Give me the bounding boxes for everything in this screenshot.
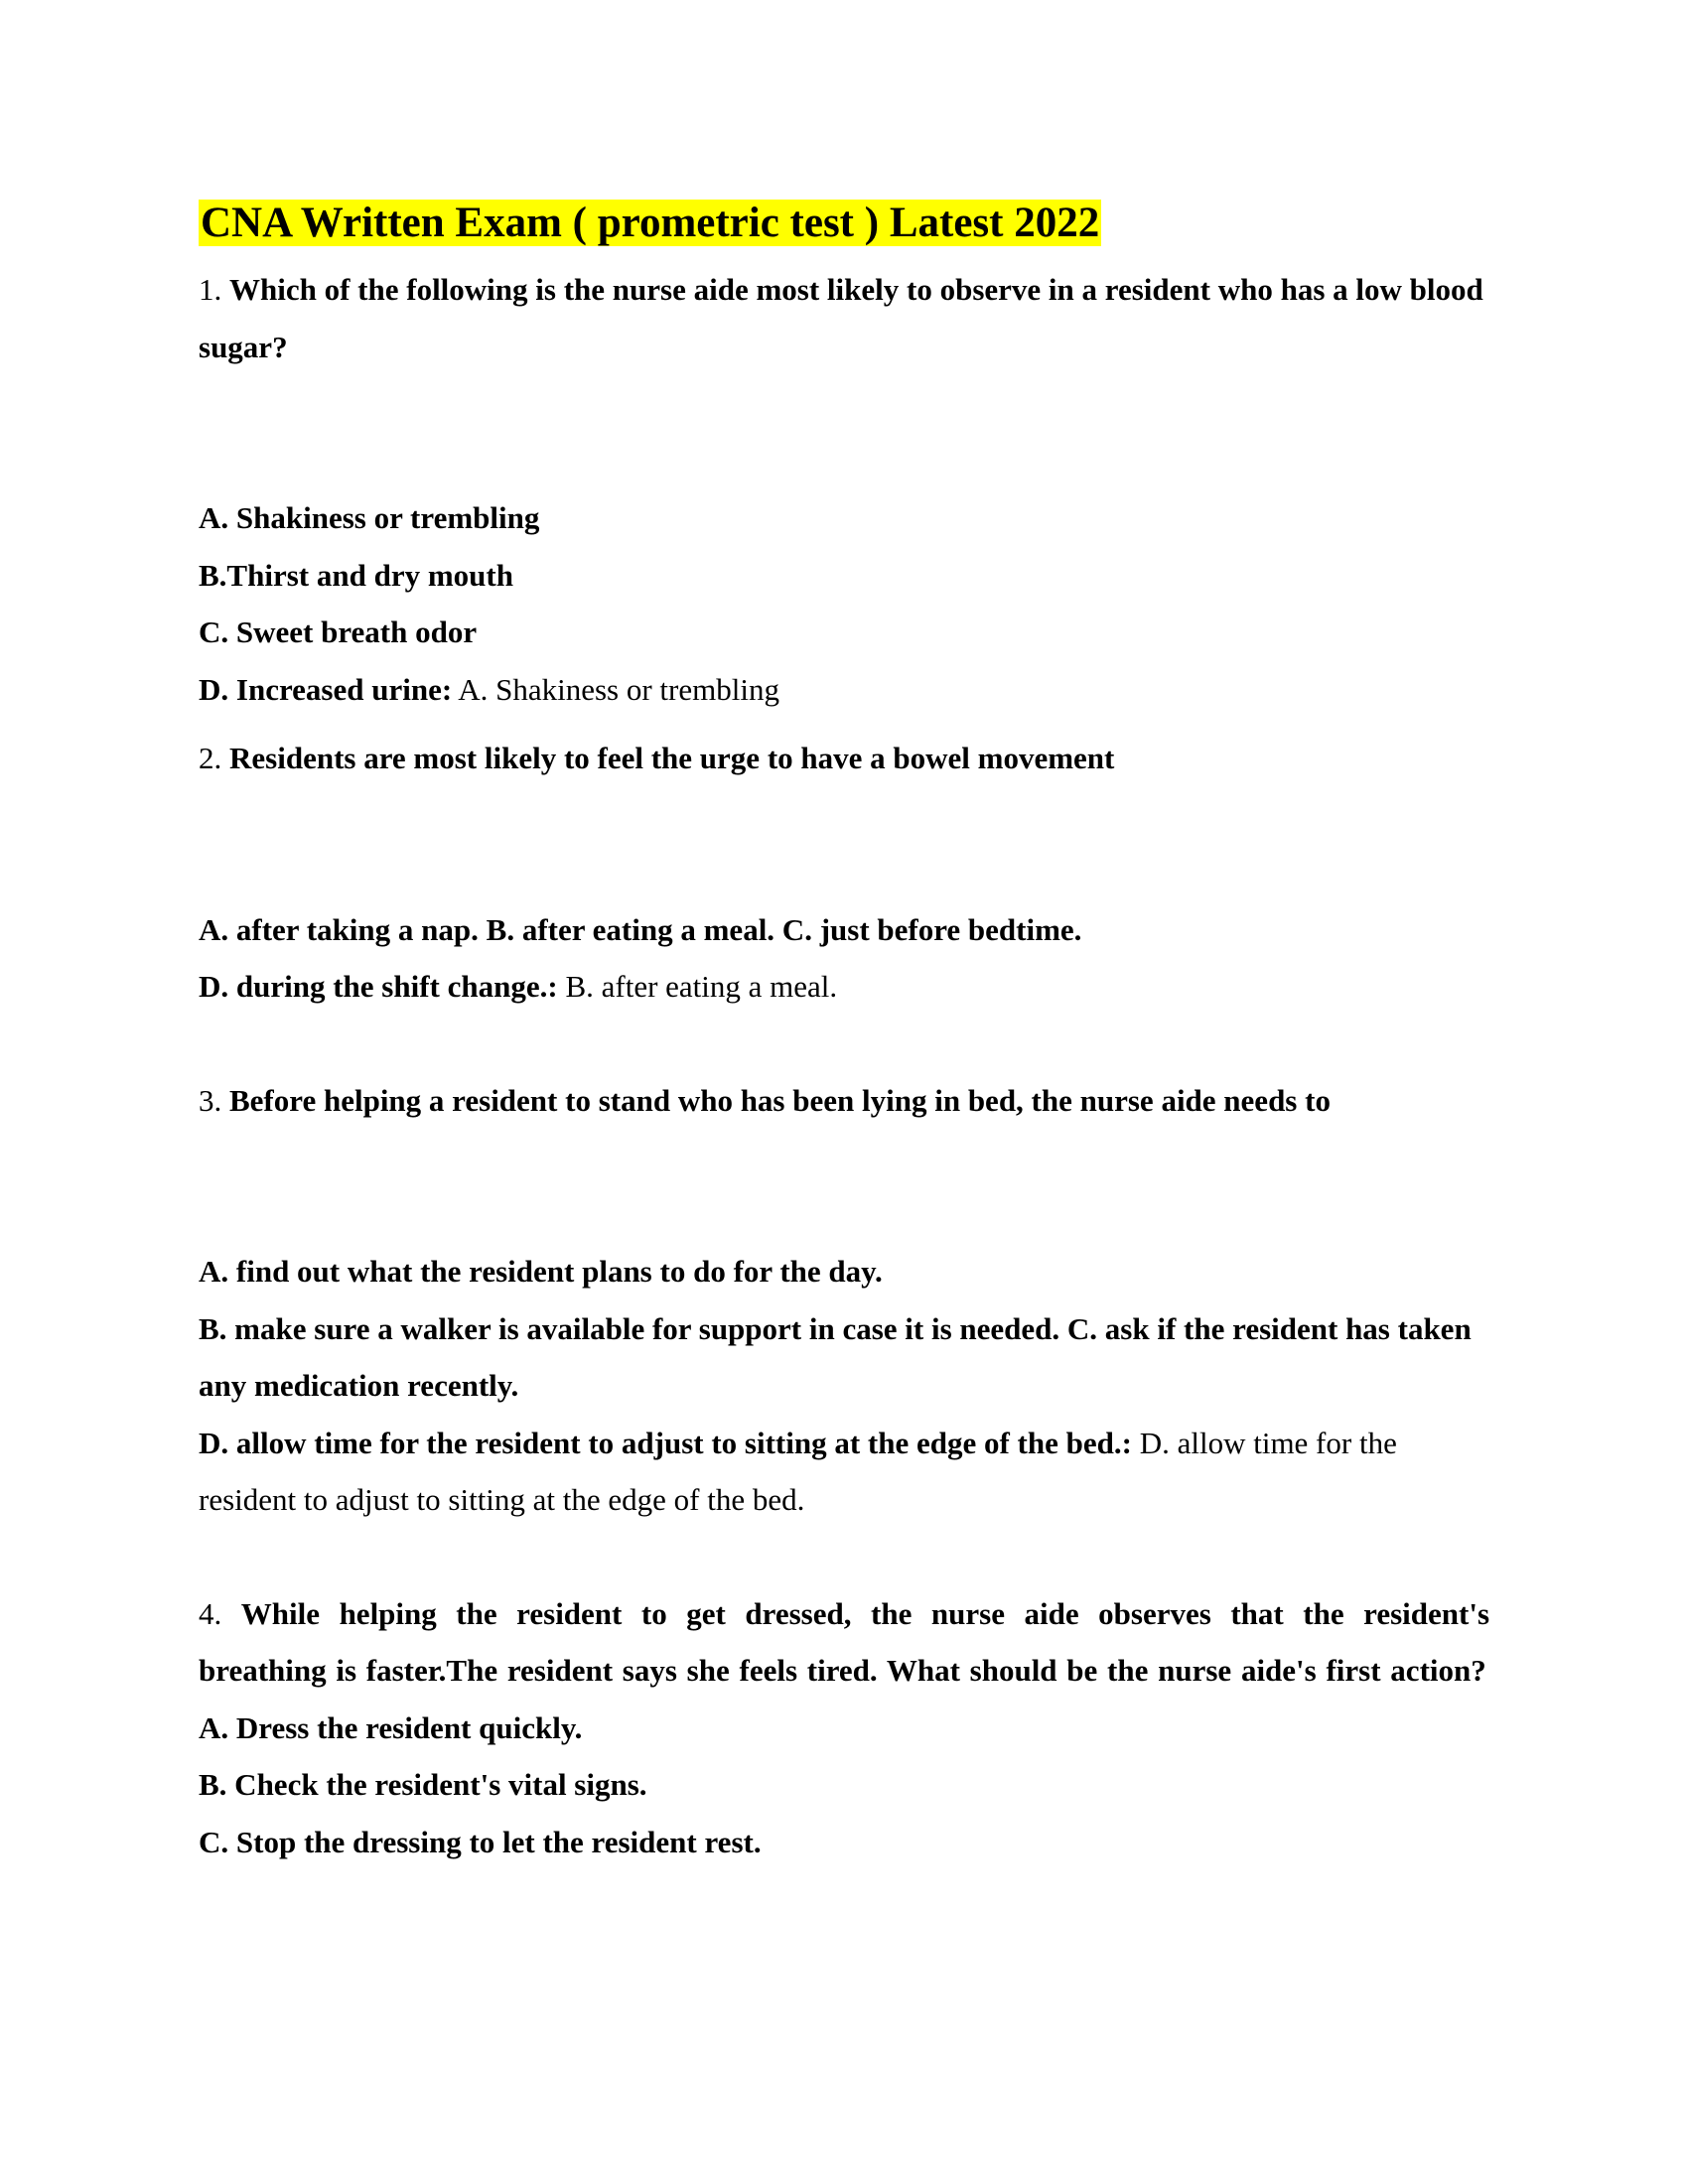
option-d-with-answer [199, 661, 1489, 719]
option-b: B.Thirst and dry mouth [199, 557, 513, 593]
options-a-b-c: A. after taking a nap. B. after eating a meal. C. just before bedtime. [199, 911, 1082, 947]
option-a: A. Dress the resident quickly. [199, 1709, 583, 1745]
question-3 [199, 1072, 1489, 1529]
question-4-text [199, 1585, 1489, 1700]
option-c: C. Sweet breath odor [199, 614, 478, 649]
document-title [199, 194, 1489, 253]
option-c: C. Stop the dressing to let the resident rest. [199, 1824, 762, 1859]
question-1-text [199, 261, 1489, 375]
question-1 [199, 261, 1489, 718]
question-prompt: While helping the resident to get dressed, the nurse aide observes that the resident's breathing is faster.The resident says she feels tired. What should be the nurse aide's first action? [199, 1595, 1490, 1688]
question-number: 4. [199, 1595, 222, 1631]
question-prompt: Which of the following is the nurse aide most likely to observe in a resident who has a low blood sugar? [199, 272, 1483, 364]
options-b-c: B. make sure a walker is available for support in case it is needed. C. ask if the resident has taken any medication recently. [199, 1310, 1472, 1403]
answer-text: A. Shakiness or trembling [458, 671, 779, 707]
question-prompt: Residents are most likely to feel the urge to have a bowel movement [229, 741, 1115, 775]
question-number: 3. [199, 1082, 222, 1118]
question-number: 2. [199, 741, 222, 775]
option-a: A. find out what the resident plans to do for the day. [199, 1254, 883, 1289]
option-d: D. allow time for the resident to adjust to sitting at the edge of the bed.: [199, 1425, 1132, 1460]
title-highlight: CNA Written Exam ( prometric test ) Latest 2022 [201, 200, 1100, 246]
option-d: D. Increased urine: [199, 671, 453, 707]
answer-text: B. after eating a meal. [565, 969, 838, 1004]
question-3-text [199, 1072, 1489, 1130]
question-2-text [199, 730, 1489, 787]
option-d: D. during the shift change.: [199, 969, 558, 1004]
question-prompt: Before helping a resident to stand who has been lying in bed, the nurse aide needs to [229, 1082, 1331, 1118]
question-4 [199, 1585, 1489, 1871]
question-number: 1. [199, 272, 222, 307]
option-d-with-answer [199, 958, 1489, 1016]
answer-text: D. allow time for the resident to adjust to sitting at the edge of the bed. [199, 1425, 1397, 1517]
option-a: A. Shakiness or trembling [199, 500, 540, 535]
document-page [199, 194, 1489, 1870]
option-d-with-answer [199, 1415, 1489, 1529]
question-2 [199, 730, 1489, 1016]
option-b: B. Check the resident's vital signs. [199, 1767, 647, 1802]
